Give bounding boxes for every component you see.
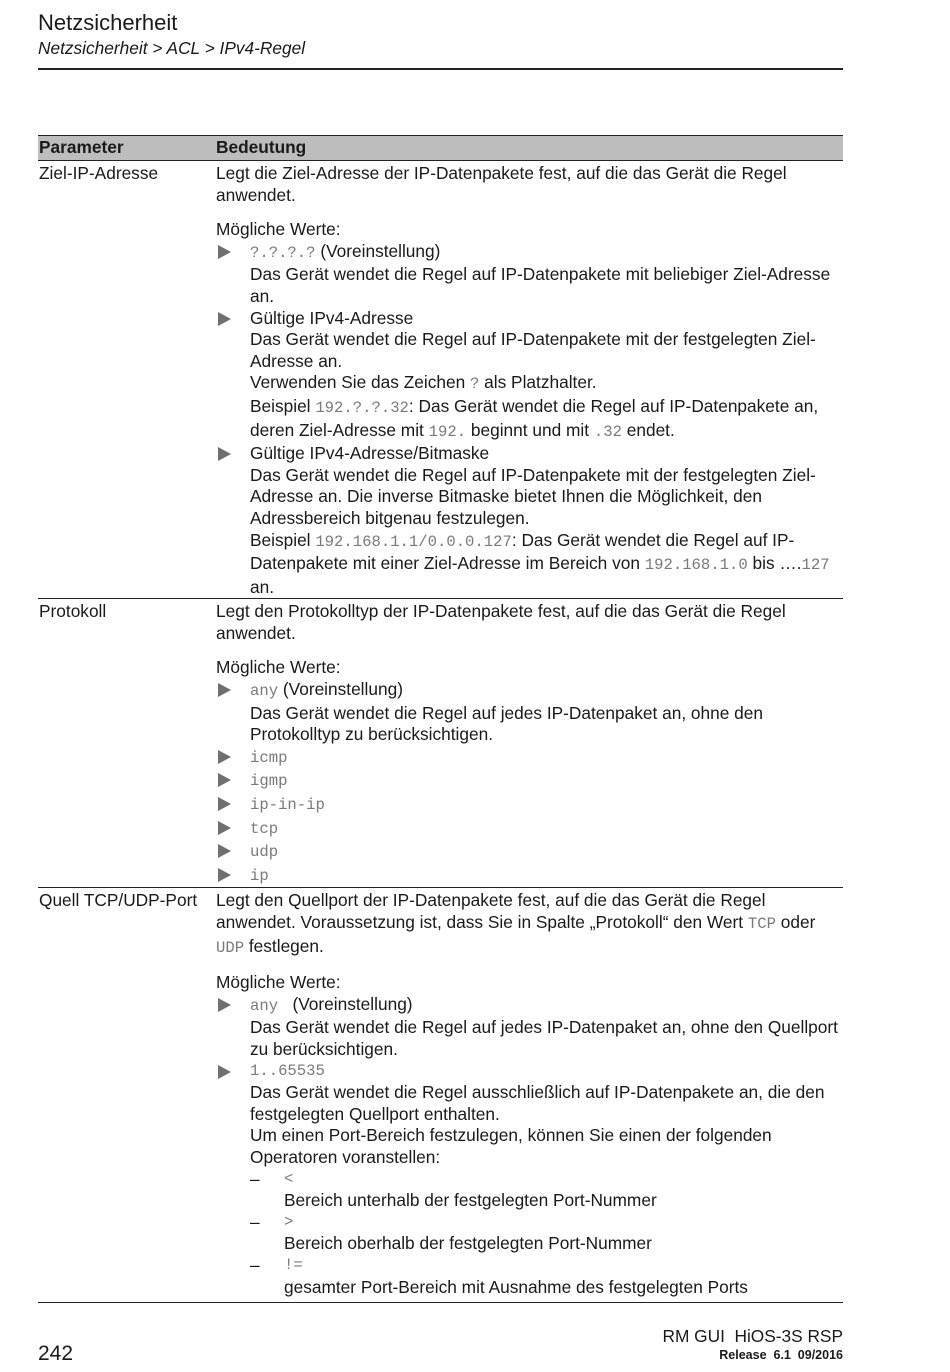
value-entry [216, 994, 843, 1061]
value-example: Beispiel 192.168.1.1/0.0.0.127: Das Gerät wendet die Regel auf IP-Datenpakete mit einer Ziel-Adresse im Bereich von 192.168.1.0 bis ….127 an. [250, 529, 830, 597]
value-example: Beispiel 192.?.?.32: Das Gerät wendet die Regel auf IP-Datenpakete an, deren Ziel-Adresse mit 192. beginnt und mit .32 endet. [250, 395, 819, 441]
bullet-triangle-icon [218, 312, 231, 326]
default-marker: (Voreinstellung) [278, 679, 403, 700]
breadcrumb: Netzsicherheit > ACL > IPv4-Regel [38, 38, 306, 58]
values-label: Mögliche Werte: [216, 219, 341, 240]
operator-code: < [284, 1169, 294, 1188]
operator-entry [250, 1169, 843, 1212]
page-number: 242 [38, 1342, 74, 1365]
value-description: Das Gerät wendet die Regel auf IP-Datenpakete mit der festgelegten Ziel-Adresse an. Die inverse Bitmaske bietet Ihnen die Möglichkeit, den Adressbereich bitgenau festzulegen. [250, 464, 816, 528]
operator-description: gesamter Port-Bereich mit Ausnahme des festgelegten Ports [284, 1276, 748, 1297]
bullet-triangle-icon [218, 773, 231, 787]
value-description: Das Gerät wendet die Regel auf IP-Datenpakete mit der festgelegten Ziel-Adresse an. [250, 329, 816, 371]
value-entry [216, 817, 843, 841]
value-description: Das Gerät wendet die Regel auf IP-Datenpakete mit beliebiger Ziel-Adresse an. [250, 264, 831, 306]
param-meaning [216, 601, 843, 887]
table-row-ziel-ip [38, 160, 843, 598]
param-meaning [216, 163, 843, 598]
bullet-triangle-icon [218, 750, 231, 764]
dash-marker: – [250, 1168, 260, 1189]
value-entry [216, 840, 843, 864]
value-entry [216, 1061, 843, 1299]
document-title: RM GUI HiOS-3S RSP [662, 1326, 843, 1346]
value-note: Um einen Port-Bereich festzulegen, können Sie einen der folgenden Operatoren voranstellen: [250, 1125, 772, 1167]
operator-entry [250, 1212, 843, 1255]
value-entry [216, 793, 843, 817]
value-code: ip-in-ip [250, 796, 325, 815]
param-description: Legt den Quellport der IP-Datenpakete fest, auf die das Gerät die Regel anwendet. Voraussetzung ist, dass Sie in Spalte „Protokoll“ den Wert TCP oder UDP festlegen. [216, 890, 816, 957]
default-marker: (Voreinstellung) [315, 240, 441, 261]
operator-entry [250, 1255, 843, 1298]
page-header [38, 10, 843, 59]
operator-description: Bereich unterhalb der festgelegten Port-Nummer [284, 1190, 657, 1211]
bullet-triangle-icon [218, 821, 231, 835]
value-code: udp [250, 843, 279, 862]
bullet-triangle-icon [218, 245, 231, 259]
value-entry [216, 864, 843, 888]
param-name: Ziel-IP-Adresse [39, 163, 159, 183]
param-description: Legt den Protokolltyp der IP-Datenpakete fest, auf die das Gerät die Regel anwendet. [216, 601, 786, 643]
values-label: Mögliche Werte: [216, 972, 341, 993]
column-header-meaning: Bedeutung [216, 137, 307, 158]
bullet-triangle-icon [218, 868, 231, 882]
param-description: Legt die Ziel-Adresse der IP-Datenpakete fest, auf die das Gerät die Regel anwendet. [216, 163, 787, 205]
param-name: Protokoll [39, 601, 107, 622]
header-rule [38, 68, 843, 70]
bullet-triangle-icon [218, 998, 231, 1012]
parameter-table [38, 135, 843, 1303]
dash-marker: – [250, 1211, 260, 1232]
value-title: Gültige IPv4-Adresse [250, 307, 414, 328]
page-footer [662, 1326, 843, 1364]
bullet-triangle-icon [218, 1065, 231, 1079]
table-row-quellport [38, 887, 843, 1303]
value-entry [216, 679, 843, 746]
operator-description: Bereich oberhalb der festgelegten Port-Nummer [284, 1233, 652, 1254]
table-row-protokoll [38, 598, 843, 887]
value-code: 1..65535 [250, 1061, 325, 1080]
bullet-triangle-icon [218, 447, 231, 461]
column-header-parameter: Parameter [39, 137, 124, 158]
value-entry [216, 241, 843, 308]
dash-marker: – [250, 1254, 260, 1275]
value-title: Gültige IPv4-Adresse/Bitmaske [250, 443, 490, 464]
param-meaning [216, 890, 843, 1298]
value-description: Das Gerät wendet die Regel auf jedes IP-Datenpaket an, ohne den Protokolltyp zu berücksichtigen. [250, 702, 764, 745]
value-code: icmp [250, 748, 288, 767]
value-code: ?.?.?.? [250, 243, 316, 262]
bullet-triangle-icon [218, 683, 231, 697]
chapter-title: Netzsicherheit [38, 10, 178, 35]
operator-code: != [284, 1255, 303, 1274]
value-description: Das Gerät wendet die Regel auf jedes IP-Datenpaket an, ohne den Quellport zu berücksichtigen. [250, 1017, 838, 1059]
operator-code: > [284, 1212, 294, 1231]
value-entry [216, 308, 843, 444]
value-description: Das Gerät wendet die Regel ausschließlich auf IP-Datenpakete an, die den festgelegten Quellport enthalten. [250, 1082, 825, 1124]
bullet-triangle-icon [218, 844, 231, 858]
default-marker: (Voreinstellung) [278, 993, 413, 1014]
value-code: igmp [250, 772, 288, 791]
bullet-triangle-icon [218, 797, 231, 811]
value-entry [216, 746, 843, 770]
value-code: tcp [250, 819, 279, 838]
param-name: Quell TCP/UDP-Port [39, 890, 198, 911]
value-note: Verwenden Sie das Zeichen ? als Platzhalter. [250, 372, 597, 394]
table-header [38, 135, 843, 160]
value-code: any [250, 682, 279, 701]
value-code: ip [250, 866, 269, 885]
value-entry [216, 443, 843, 598]
value-entry [216, 769, 843, 793]
values-label: Mögliche Werte: [216, 657, 341, 678]
release-info: Release 6.1 09/2016 [719, 1348, 843, 1362]
value-code: any [250, 996, 279, 1015]
